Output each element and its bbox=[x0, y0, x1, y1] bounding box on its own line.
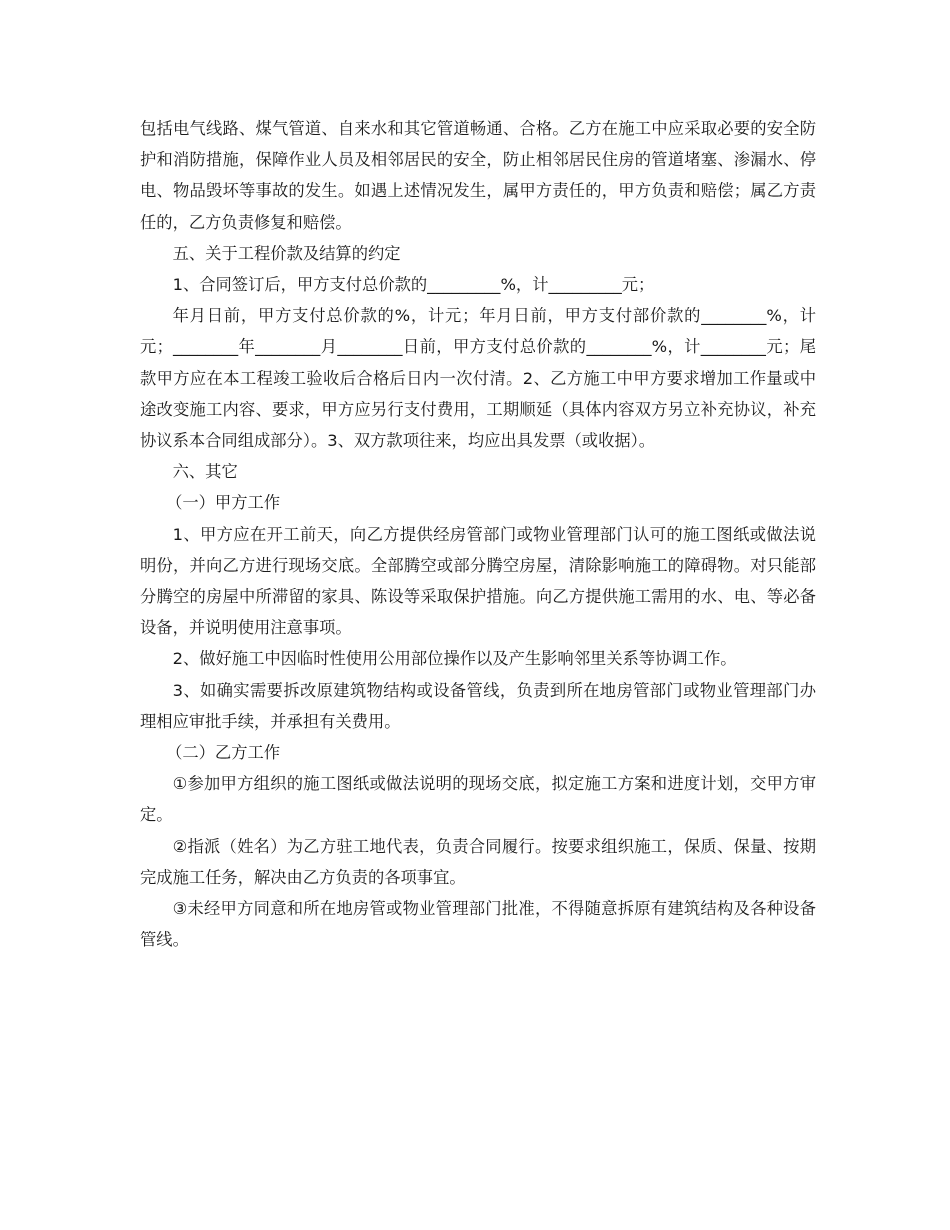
paragraph-continuation: 包括电气线路、煤气管道、自来水和其它管道畅通、合格。乙方在施工中应采取必要的安全防护和消防措施，保障作业人员及相邻居民的安全，防止相邻居民住房的管道堵塞、渗漏水、停电、物品毁坏等事故的发生。如遇上述情况发生，属甲方责任的，甲方负责和赔偿；属乙方责任的，乙方负责修复和赔偿。 bbox=[140, 119, 816, 232]
document-body bbox=[140, 113, 816, 955]
subsection-heading-party-b: （二）乙方工作 bbox=[166, 743, 281, 763]
subsection-heading-party-a: （一）甲方工作 bbox=[166, 493, 281, 513]
clause-party-a-3: 3、如确实需要拆改原建筑物结构或设备管线，负责到所在地房管部门或物业管理部门办理相应审批手续，并承担有关费用。 bbox=[140, 680, 816, 731]
clause-party-a-2: 2、做好施工中因临时性使用公用部位操作以及产生影响邻里关系等协调工作。 bbox=[172, 649, 737, 669]
clause-party-b-1: ①参加甲方组织的施工图纸或做法说明的现场交底，拟定施工方案和进度计划，交甲方审定。 bbox=[140, 774, 816, 825]
clause-payment-schedule: 年月日前，甲方支付总价款的%，计元；年月日前，甲方支付部价款的________%，计元；________年________月________日前，甲方支付总价款的________%，计________元；尾款甲方应在本工程竣工验收后合格后日内一次付清。2、乙方施工中甲方要求增加工作量或中途改变施工内容、要求，甲方应另行支付费用，工期顺延（具体内容双方另立补充协议，补充协议系本合同组成部分）。3、双方款项往来，均应出具发票（或收据）。 bbox=[140, 306, 816, 451]
clause-party-b-3: ③未经甲方同意和所在地房管或物业管理部门批准，不得随意拆原有建筑结构及各种设备管线。 bbox=[140, 899, 816, 950]
clause-party-b-2: ②指派（姓名）为乙方驻工地代表，负责合同履行。按要求组织施工，保质、保量、按期完成施工任务，解决由乙方负责的各项事宜。 bbox=[140, 836, 816, 887]
clause-party-a-1: 1、甲方应在开工前天，向乙方提供经房管部门或物业管理部门认可的施工图纸或做法说明份，并向乙方进行现场交底。全部腾空或部分腾空房屋，清除影响施工的障碍物。对只能部分腾空的房屋中所滞留的家具、陈设等采取保护措施。向乙方提供施工需用的水、电、等必备设备，并说明使用注意事项。 bbox=[140, 524, 816, 638]
section-heading-5: 五、关于工程价款及结算的约定 bbox=[172, 243, 401, 263]
clause-payment-1: 1、合同签订后，甲方支付总价款的_________%，计_________元； bbox=[172, 275, 655, 295]
section-heading-6: 六、其它 bbox=[172, 462, 238, 482]
